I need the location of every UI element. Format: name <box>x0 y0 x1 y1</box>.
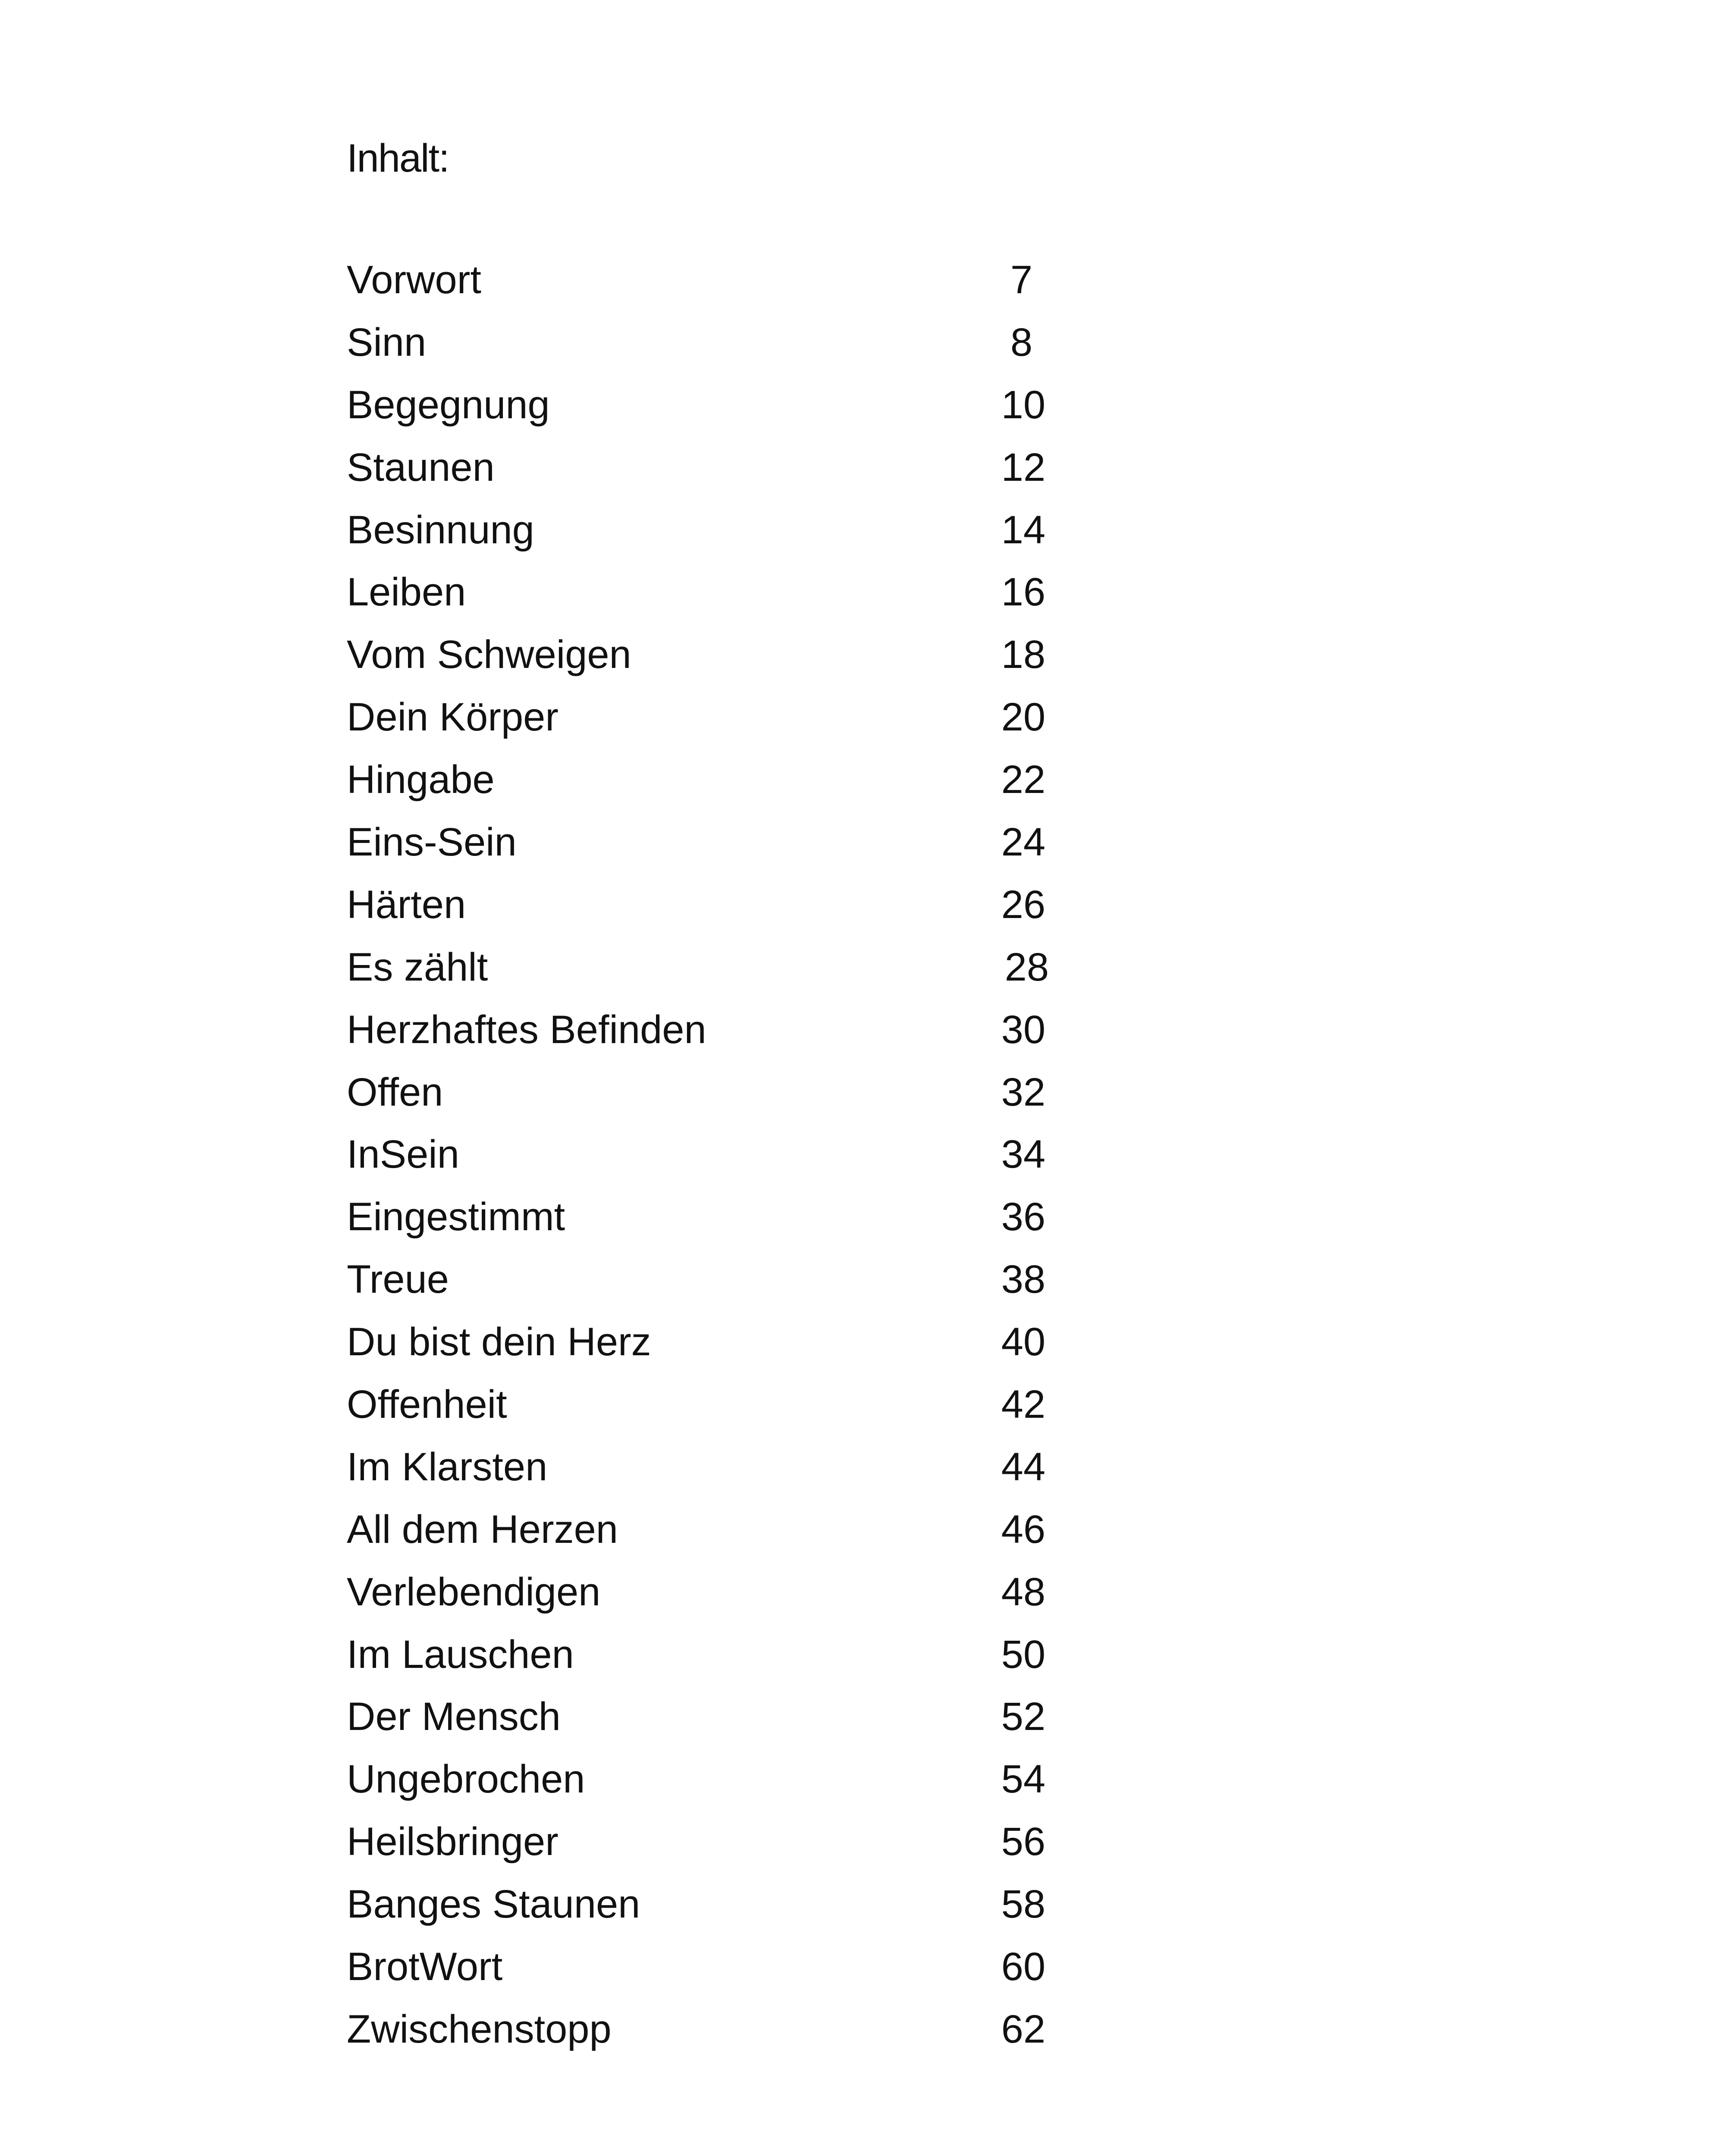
toc-entry-title: Leiben <box>347 570 466 614</box>
toc-entry-title: Eins-Sein <box>347 820 517 865</box>
toc-entry-page: 46 <box>1001 1507 1045 1551</box>
toc-entry-page: 42 <box>1001 1382 1045 1427</box>
toc-entry-page: 8 <box>1010 320 1032 364</box>
toc-entry-title: Vom Schweigen <box>347 633 631 677</box>
toc-entry-page: 14 <box>1001 508 1045 552</box>
toc-entry <box>347 1811 1045 1873</box>
toc-entry-page: 26 <box>1001 882 1045 927</box>
toc-entry-title: Offenheit <box>347 1382 507 1427</box>
toc-entry <box>347 1748 1045 1811</box>
toc-entry-page: 52 <box>1001 1695 1045 1739</box>
toc-entry-title: BrotWort <box>347 1945 503 1989</box>
toc-entry-title: Härten <box>347 882 466 927</box>
toc-entry <box>347 249 1045 311</box>
toc-entry-title: Vorwort <box>347 258 481 302</box>
toc-entry-page: 40 <box>1001 1320 1045 1364</box>
toc-entry <box>347 1436 1045 1498</box>
toc-entry <box>347 1373 1045 1436</box>
toc-entry <box>347 999 1045 1061</box>
toc-entry <box>347 1998 1045 2061</box>
toc-entry <box>347 749 1045 811</box>
toc-entry <box>347 1186 1045 1248</box>
toc-entry-page: 18 <box>1001 633 1045 677</box>
toc-entry <box>347 874 1045 936</box>
toc-entry-title: Im Lauschen <box>347 1632 574 1677</box>
toc-entry <box>347 1498 1045 1561</box>
toc-entry-title: Im Klarsten <box>347 1445 548 1489</box>
toc-entry-title: Treue <box>347 1257 449 1302</box>
toc-entry-page: 12 <box>1001 445 1045 489</box>
toc-entry <box>347 1623 1045 1686</box>
toc-entry <box>347 374 1045 436</box>
table-of-contents <box>347 126 1049 2051</box>
toc-entry-title: Besinnung <box>347 508 534 552</box>
toc-entry-title: Zwischenstopp <box>347 2007 612 2051</box>
toc-entry-title: Dein Körper <box>347 695 559 740</box>
toc-entry-title: All dem Herzen <box>347 1507 618 1551</box>
toc-entry <box>347 811 1045 874</box>
toc-entry-page: 60 <box>1001 1945 1045 1989</box>
toc-entry-title: Sinn <box>347 320 427 364</box>
toc-heading: Inhalt: <box>347 136 449 180</box>
toc-entry-title: Hingabe <box>347 758 495 802</box>
toc-entry-page: 44 <box>1001 1445 1045 1489</box>
toc-entry-page: 50 <box>1001 1632 1045 1677</box>
toc-entry-page: 38 <box>1001 1257 1045 1302</box>
toc-entry-title: Eingestimmt <box>347 1195 565 1239</box>
toc-entry <box>347 436 1045 499</box>
toc-entry-page: 58 <box>1001 1882 1045 1927</box>
toc-entry-page: 32 <box>1001 1070 1045 1114</box>
toc-entry-page: 10 <box>1001 382 1045 427</box>
toc-entry-title: Der Mensch <box>347 1695 561 1739</box>
toc-entry-page: 48 <box>1001 1570 1045 1614</box>
toc-entry <box>347 499 1045 561</box>
toc-entry <box>347 1686 1045 1748</box>
toc-entry <box>347 1311 1045 1373</box>
toc-entry-page: 62 <box>1001 2007 1045 2051</box>
toc-entry <box>347 311 1045 374</box>
toc-entry-page: 20 <box>1001 695 1045 740</box>
toc-entry-page: 22 <box>1001 758 1045 802</box>
toc-entry-title: Es zählt <box>347 945 488 989</box>
toc-entry-page: 36 <box>1001 1195 1045 1239</box>
toc-list <box>347 249 1049 2061</box>
toc-entry-page: 7 <box>1010 258 1032 302</box>
toc-entry-title: Herzhaftes Befinden <box>347 1007 706 1052</box>
toc-entry-page: 56 <box>1001 1820 1045 1864</box>
toc-entry-title: Offen <box>347 1070 443 1114</box>
toc-entry <box>347 1248 1045 1311</box>
toc-entry <box>347 624 1045 686</box>
toc-entry <box>347 686 1045 749</box>
toc-entry-page: 24 <box>1001 820 1045 865</box>
toc-entry-page: 34 <box>1001 1132 1045 1177</box>
toc-entry <box>347 1936 1045 1998</box>
toc-entry-title: Heilsbringer <box>347 1820 559 1864</box>
toc-entry-title: Verlebendigen <box>347 1570 601 1614</box>
toc-entry-title: InSein <box>347 1132 459 1177</box>
toc-entry-page: 28 <box>1004 945 1049 989</box>
toc-entry <box>347 936 1049 999</box>
toc-entry-title: Begegnung <box>347 382 550 427</box>
toc-entry-title: Banges Staunen <box>347 1882 640 1927</box>
toc-entry-page: 16 <box>1001 570 1045 614</box>
toc-entry <box>347 1873 1045 1936</box>
toc-entry-page: 30 <box>1001 1007 1045 1052</box>
toc-entry <box>347 1123 1045 1186</box>
toc-entry-page: 54 <box>1001 1757 1045 1802</box>
toc-entry-title: Staunen <box>347 445 495 489</box>
toc-entry <box>347 561 1045 624</box>
toc-entry <box>347 1061 1045 1124</box>
toc-entry-title: Ungebrochen <box>347 1757 585 1802</box>
toc-entry <box>347 1561 1045 1623</box>
toc-entry-title: Du bist dein Herz <box>347 1320 651 1364</box>
